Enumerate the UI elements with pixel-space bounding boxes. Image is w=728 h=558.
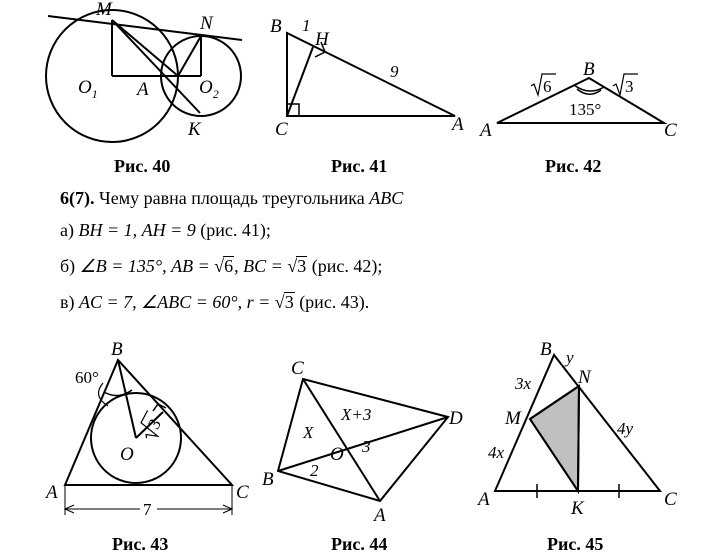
part-b-rad2: 3 <box>297 256 307 276</box>
fig41 <box>287 33 455 116</box>
label-side-7: 7 <box>143 500 152 519</box>
label-o-44: O <box>330 444 344 465</box>
caption-fig43: Рис. 43 <box>112 534 169 554</box>
problem-part-b: б) ∠B = 135°, AB = √6, BC = √3 (рис. 42); <box>60 256 383 276</box>
label-bh: 1 <box>302 16 311 35</box>
label-seg-2: 2 <box>310 461 319 480</box>
label-sqrt3-43 <box>136 410 167 442</box>
caption-fig41: Рис. 41 <box>331 156 388 176</box>
label-seg-y: y <box>566 348 574 367</box>
label-seg-4x: 4x <box>488 443 505 462</box>
label-a-44: A <box>374 505 386 526</box>
segment-nk <box>578 386 579 491</box>
label-n: N <box>200 13 213 34</box>
label-k-45: K <box>571 498 584 519</box>
part-a-prefix: а) <box>60 220 74 240</box>
part-c-text1: AC = 7, <box>79 292 137 312</box>
label-c-41: C <box>275 119 288 140</box>
part-b-text2: AB = <box>171 256 215 276</box>
part-c-rad: 3 <box>284 292 294 312</box>
problem-question: Чему равна площадь треугольника <box>99 188 365 208</box>
label-seg-x: X <box>303 423 314 442</box>
part-b-text3: , <box>234 256 239 276</box>
label-b-44: B <box>262 469 274 490</box>
part-b-prefix: б) <box>60 256 76 276</box>
label-a-43: A <box>46 482 58 503</box>
label-a-42: A <box>480 120 492 141</box>
svg-text:3: 3 <box>144 415 165 433</box>
bisector-bo <box>118 360 136 438</box>
triangle-bca <box>287 33 455 116</box>
part-c-text3: r = <box>246 292 275 312</box>
part-a-text2: AH = 9 <box>141 220 196 240</box>
label-a-45: A <box>478 489 490 510</box>
label-m: M <box>96 0 112 20</box>
caption-fig42: Рис. 42 <box>545 156 602 176</box>
caption-fig40: Рис. 40 <box>114 156 171 176</box>
svg-text:6: 6 <box>543 77 552 96</box>
label-o-43: O <box>120 444 134 465</box>
label-sqrt3-42 <box>613 74 638 96</box>
part-c-prefix: в) <box>60 292 75 312</box>
altitude-ch <box>287 47 313 116</box>
caption-fig45: Рис. 45 <box>547 534 604 554</box>
label-c-45: C <box>664 489 677 510</box>
label-c-44: C <box>291 358 304 379</box>
label-k-40: K <box>188 119 201 140</box>
part-b-rad1: 6 <box>224 256 234 276</box>
label-o2: $O_2$ <box>199 77 219 101</box>
label-b-45: B <box>540 339 552 360</box>
label-b-41: B <box>270 16 282 37</box>
part-b-text4: BC = <box>243 256 288 276</box>
label-m-45: M <box>505 408 521 429</box>
svg-text:3: 3 <box>625 77 634 96</box>
part-c-ref: (рис. 43). <box>299 292 370 312</box>
problem-part-a <box>60 220 271 241</box>
problem-header <box>60 188 403 209</box>
label-sqrt6 <box>531 74 556 96</box>
problem-triangle: ABC <box>369 188 404 208</box>
label-seg-4y: 4y <box>617 419 634 438</box>
label-seg-3x: 3x <box>515 374 532 393</box>
label-c-42: C <box>664 120 677 141</box>
part-a-text1: BH = 1, <box>78 220 138 240</box>
label-n-45: N <box>578 367 591 388</box>
caption-fig44: Рис. 44 <box>331 534 388 554</box>
label-angle-135: 135° <box>569 100 602 119</box>
label-seg-3: 3 <box>362 437 371 456</box>
label-o1: $O_1$ <box>78 77 98 101</box>
label-b-43: B <box>111 339 123 360</box>
label-d-44: D <box>449 408 463 429</box>
part-a-ref: (рис. 41); <box>200 220 271 240</box>
part-c-text2: ∠ABC = 60°, <box>141 292 243 312</box>
label-angle-60: 60° <box>75 368 99 387</box>
label-a-40: A <box>137 79 149 100</box>
label-ha: 9 <box>390 62 399 81</box>
problem-number: 6(7). <box>60 188 95 208</box>
part-b-text1: ∠B = 135°, <box>79 256 167 276</box>
label-b-42: B <box>583 59 595 80</box>
problem-part-c: в) AC = 7, ∠ABC = 60°, r = √3 (рис. 43). <box>60 292 370 312</box>
label-c-43: C <box>236 482 249 503</box>
part-b-ref: (рис. 42); <box>311 256 383 276</box>
label-seg-x3: X+3 <box>341 405 372 424</box>
label-h: H <box>315 29 329 50</box>
label-a-41: A <box>452 114 464 135</box>
